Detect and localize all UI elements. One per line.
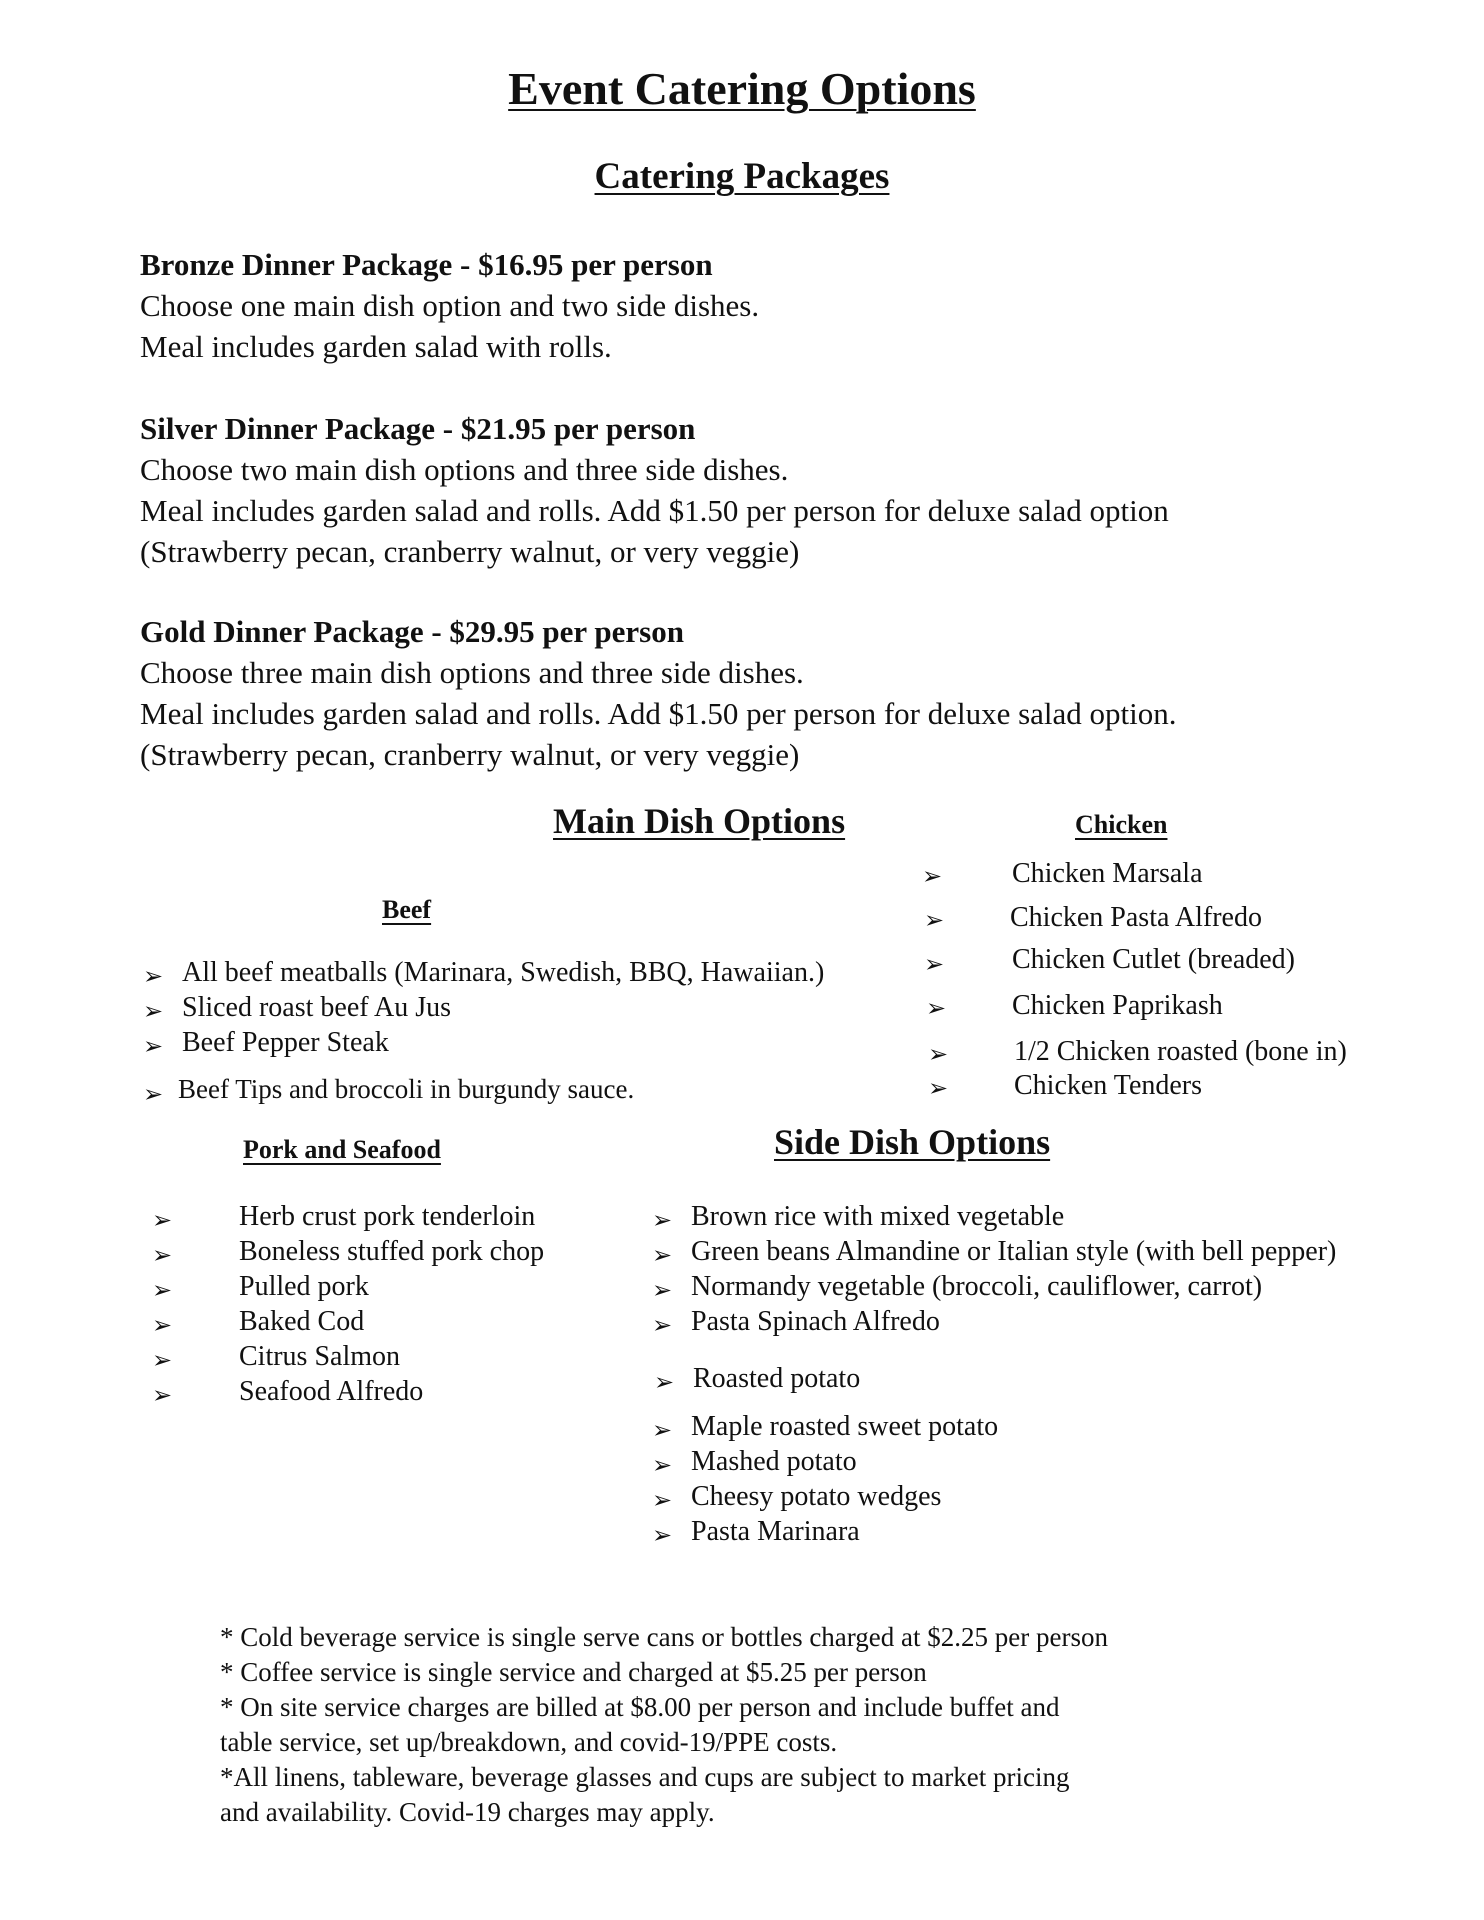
pork-seafood-item: Baked Cod (239, 1306, 365, 1337)
beef-item: Sliced roast beef Au Jus (182, 992, 452, 1023)
bullet-arrow-icon: ➢ (152, 1348, 173, 1374)
chicken-item: Chicken Marsala (1012, 858, 1203, 889)
bullet-arrow-icon: ➢ (652, 1243, 673, 1269)
package-line: Meal includes garden salad and rolls. Add $1.50 per person for deluxe salad option. (140, 696, 1177, 731)
bullet-arrow-icon: ➢ (143, 964, 164, 990)
side-item: Mashed potato (691, 1446, 857, 1477)
note-line: * Coffee service is single service and charged at $5.25 per person (220, 1657, 927, 1687)
package-silver (140, 408, 1169, 572)
beef-item: Beef Tips and broccoli in burgundy sauce. (178, 1074, 635, 1104)
side-item: Green beans Almandine or Italian style (with bell pepper) (691, 1236, 1337, 1267)
chicken-item: 1/2 Chicken roasted (bone in) (1014, 1036, 1347, 1067)
chicken-item: Chicken Pasta Alfredo (1010, 902, 1262, 933)
bullet-arrow-icon: ➢ (926, 996, 947, 1022)
bullet-arrow-icon: ➢ (652, 1208, 673, 1234)
beef-heading: Beef (382, 895, 432, 924)
bullet-arrow-icon: ➢ (152, 1313, 173, 1339)
bullet-arrow-icon: ➢ (652, 1453, 673, 1479)
main-dish-heading: Main Dish Options (553, 801, 846, 841)
package-name: Silver Dinner Package - $21.95 per person (140, 411, 696, 446)
pork-seafood-item: Citrus Salmon (239, 1341, 401, 1372)
side-item: Pasta Spinach Alfredo (691, 1306, 940, 1337)
package-line: (Strawberry pecan, cranberry walnut, or very veggie) (140, 534, 800, 569)
side-item: Maple roasted sweet potato (691, 1411, 999, 1442)
package-bronze (140, 244, 759, 367)
note-line: table service, set up/breakdown, and covid-19/PPE costs. (220, 1727, 838, 1757)
bullet-arrow-icon: ➢ (143, 999, 164, 1025)
bullet-arrow-icon: ➢ (143, 1034, 164, 1060)
package-line: Choose three main dish options and three side dishes. (140, 655, 804, 690)
beef-item: All beef meatballs (Marinara, Swedish, BBQ, Hawaiian.) (182, 957, 825, 988)
chicken-item: Chicken Paprikash (1012, 990, 1223, 1021)
side-item: Pasta Marinara (691, 1516, 860, 1547)
chicken-item: Chicken Tenders (1014, 1070, 1203, 1101)
bullet-arrow-icon: ➢ (652, 1418, 673, 1444)
side-item: Brown rice with mixed vegetable (691, 1201, 1065, 1232)
side-dish-heading: Side Dish Options (774, 1122, 1051, 1162)
package-line: (Strawberry pecan, cranberry walnut, or very veggie) (140, 737, 800, 772)
note-line: * Cold beverage service is single serve cans or bottles charged at $2.25 per person (220, 1622, 1108, 1652)
side-item: Normandy vegetable (broccoli, cauliflower, carrot) (691, 1271, 1263, 1302)
chicken-heading: Chicken (1075, 810, 1168, 839)
package-line: Meal includes garden salad with rolls. (140, 329, 612, 364)
package-line: Choose two main dish options and three side dishes. (140, 452, 789, 487)
pork-seafood-item: Pulled pork (239, 1271, 369, 1302)
side-item: Cheesy potato wedges (691, 1481, 942, 1512)
package-name: Gold Dinner Package - $29.95 per person (140, 614, 684, 649)
package-name: Bronze Dinner Package - $16.95 per person (140, 247, 713, 282)
service-notes (220, 1620, 1108, 1830)
package-line: Meal includes garden salad and rolls. Add $1.50 per person for deluxe salad option (140, 493, 1169, 528)
package-line: Choose one main dish option and two side dishes. (140, 288, 760, 323)
page-title: Event Catering Options (508, 63, 976, 114)
beef-item: Beef Pepper Steak (182, 1027, 389, 1058)
bullet-arrow-icon: ➢ (928, 1042, 949, 1068)
pork-seafood-item: Herb crust pork tenderloin (239, 1201, 536, 1232)
note-line: and availability. Covid-19 charges may apply. (220, 1797, 715, 1827)
pork-seafood-item: Seafood Alfredo (239, 1376, 424, 1407)
bullet-arrow-icon: ➢ (152, 1383, 173, 1409)
bullet-arrow-icon: ➢ (928, 1076, 949, 1102)
bullet-arrow-icon: ➢ (924, 952, 945, 978)
bullet-arrow-icon: ➢ (652, 1278, 673, 1304)
side-item: Roasted potato (693, 1363, 861, 1394)
bullet-arrow-icon: ➢ (922, 864, 943, 890)
bullet-arrow-icon: ➢ (652, 1488, 673, 1514)
package-gold (140, 611, 1177, 775)
note-line: * On site service charges are billed at $8.00 per person and include buffet and (220, 1692, 1060, 1722)
packages-heading: Catering Packages (594, 156, 890, 197)
bullet-arrow-icon: ➢ (152, 1208, 173, 1234)
bullet-arrow-icon: ➢ (924, 908, 945, 934)
note-line: *All linens, tableware, beverage glasses and cups are subject to market pricing (220, 1762, 1070, 1792)
pork-seafood-heading: Pork and Seafood (243, 1135, 441, 1164)
bullet-arrow-icon: ➢ (152, 1278, 173, 1304)
bullet-arrow-icon: ➢ (143, 1082, 164, 1108)
bullet-arrow-icon: ➢ (652, 1523, 673, 1549)
bullet-arrow-icon: ➢ (654, 1370, 675, 1396)
pork-seafood-item: Boneless stuffed pork chop (239, 1236, 545, 1267)
bullet-arrow-icon: ➢ (152, 1243, 173, 1269)
bullet-arrow-icon: ➢ (652, 1313, 673, 1339)
chicken-item: Chicken Cutlet (breaded) (1012, 944, 1296, 975)
